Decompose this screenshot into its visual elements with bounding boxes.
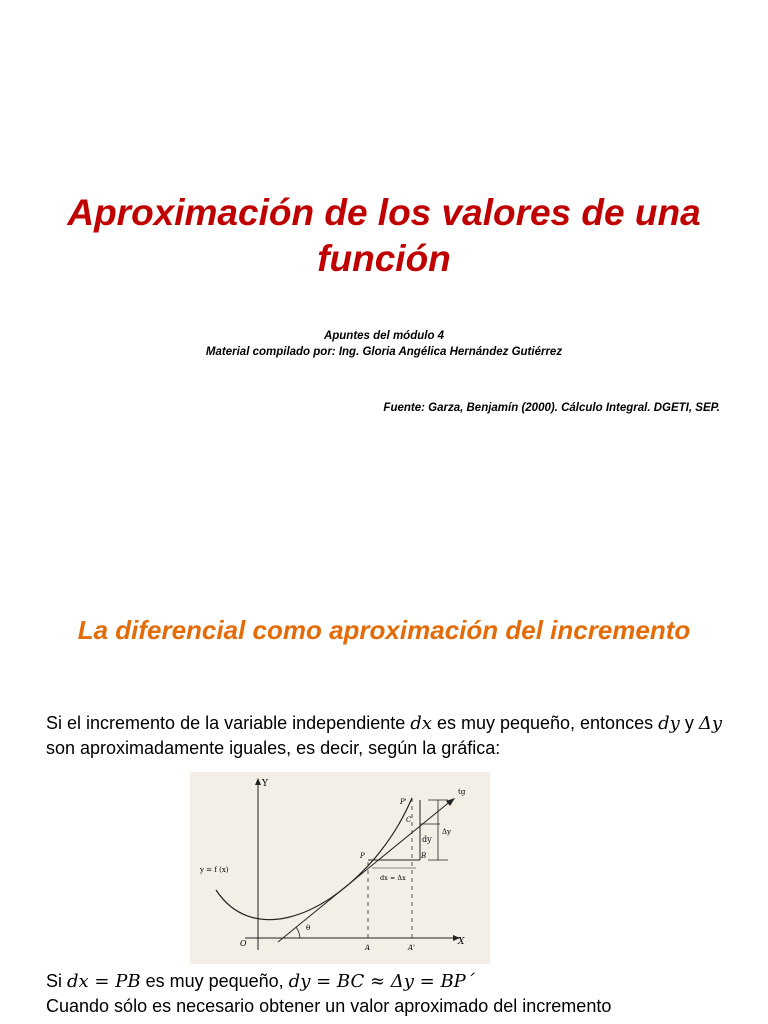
notes-author: Material compilado por: Ing. Gloria Angélica Hernández Gutiérrez bbox=[205, 346, 563, 358]
label-origin: O bbox=[240, 939, 247, 948]
para-text-d: son aproximadamente iguales, es decir, según la gráfica: bbox=[46, 738, 501, 758]
math-delta-y: Δy bbox=[698, 713, 722, 734]
math-dy-approx: dy = BC ≈ Δy = BP´ bbox=[288, 971, 475, 992]
slide-1-title: Aproximación de los valores de una función bbox=[67, 192, 701, 279]
si-text-a: Si bbox=[46, 971, 68, 991]
label-a: A bbox=[365, 944, 371, 952]
label-delta-y: Δy bbox=[442, 828, 452, 836]
slide-1-source: Fuente: Garza, Benjamín (2000). Cálculo Integral. DGETI, SEP. bbox=[383, 402, 720, 414]
approximation-statement bbox=[46, 969, 722, 994]
label-tangent: tg bbox=[458, 788, 466, 796]
si-text-b: es muy pequeño, bbox=[140, 971, 289, 991]
intro-paragraph bbox=[46, 711, 722, 760]
slide-1-notes bbox=[0, 328, 768, 360]
slide-2-title: La diferencial como aproximación del incremento bbox=[77, 615, 691, 645]
para-text-c: y bbox=[679, 713, 699, 733]
label-y: Y bbox=[262, 779, 268, 789]
label-p: P bbox=[360, 852, 365, 860]
label-c: C bbox=[406, 816, 412, 824]
label-dx: dx = Δx bbox=[380, 874, 406, 882]
tangent-line bbox=[278, 800, 452, 942]
math-dy: dy bbox=[658, 713, 680, 734]
label-function: y = f (x) bbox=[200, 866, 229, 874]
label-theta: θ bbox=[306, 924, 311, 932]
math-dx: dx bbox=[410, 713, 432, 734]
label-a-prime: A' bbox=[408, 944, 415, 952]
y-axis-arrow bbox=[255, 778, 261, 785]
math-dx-eq-pb: dx = PB bbox=[67, 971, 141, 992]
differential-graph bbox=[190, 772, 490, 964]
label-b: B bbox=[421, 852, 427, 860]
para-text-b: es muy pequeño, entonces bbox=[431, 713, 659, 733]
theta-arc bbox=[296, 927, 300, 938]
label-dy: dy bbox=[422, 835, 432, 844]
graph-svg bbox=[190, 772, 490, 964]
label-x: X bbox=[458, 937, 465, 947]
para-text-a: Si el incremento de la variable independiente bbox=[46, 713, 411, 733]
tangent-arrow bbox=[446, 798, 455, 806]
notes-module: Apuntes del módulo 4 bbox=[323, 330, 445, 342]
slide-2 bbox=[0, 576, 768, 1024]
function-curve bbox=[216, 798, 412, 920]
cuando-text: Cuando sólo es necesario obtener un valor aproximado del incremento bbox=[46, 996, 612, 1016]
label-p-prime: P' bbox=[400, 798, 407, 806]
